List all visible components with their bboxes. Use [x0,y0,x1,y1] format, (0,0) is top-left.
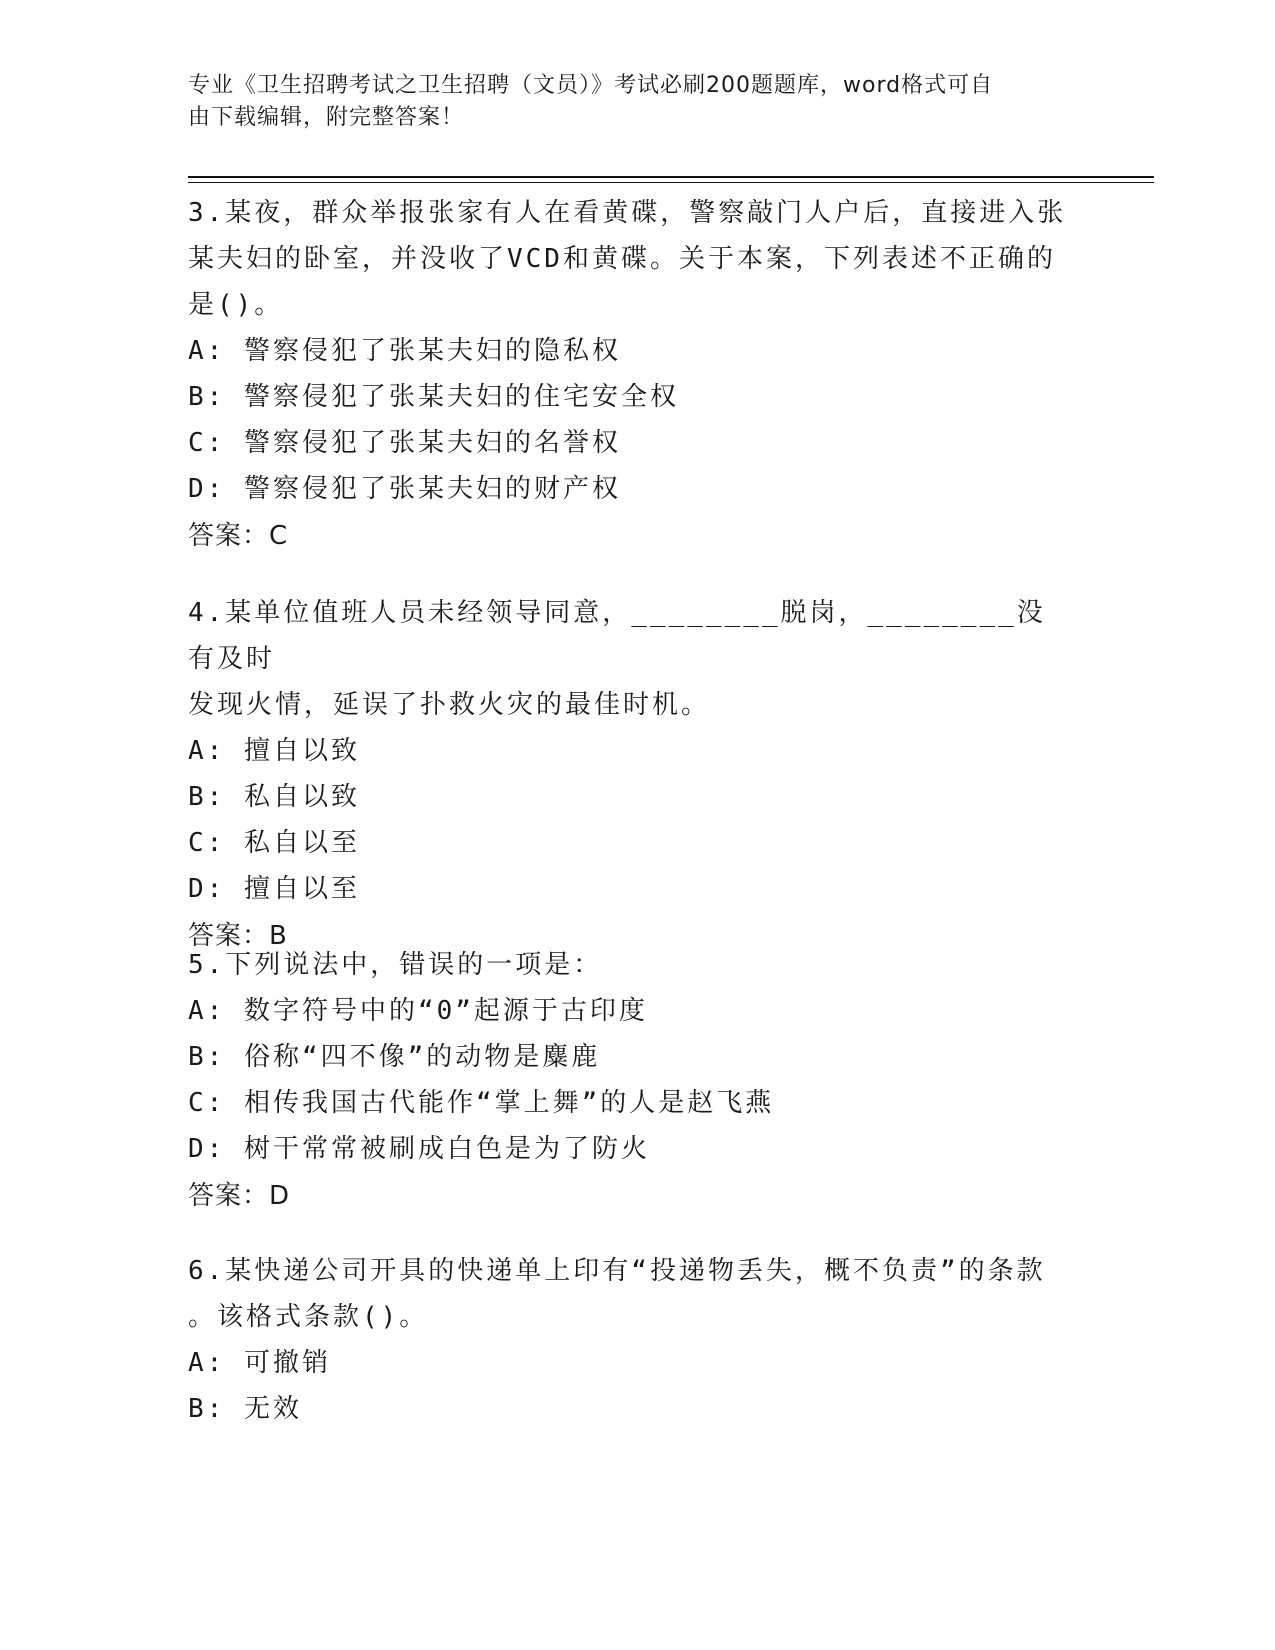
option-d: D: 警察侵犯了张某夫妇的财产权 [188,474,621,504]
question-stem-line: 3.某夜，群众举报张家有人在看黄碟，警察敲门人户后，直接进入张 [188,198,1067,228]
option-c: C: 警察侵犯了张某夫妇的名誉权 [188,428,621,458]
answer-line: 答案：D [188,1181,291,1211]
header-line-2: 由下载编辑，附完整答案！ [188,105,465,130]
question-stem-line: 。该格式条款()。 [188,1302,429,1332]
option-a: A: 可撤销 [188,1348,331,1378]
header-line-1: 专业《卫生招聘考试之卫生招聘（文员）》考试必刷200题题库，word格式可自 [188,73,994,98]
question-stem-line: 某夫妇的卧室，并没收了VCD和黄碟。关于本案，下列表述不正确的 [188,244,1056,274]
option-b: B: 无效 [188,1394,302,1424]
option-a: A: 擅自以致 [188,736,360,766]
header-rule-thick [188,176,1154,178]
question-stem-line: 是()。 [188,290,284,320]
question-4 [188,590,1068,960]
answer-line: 答案：B [188,921,288,951]
option-a: A: 数字符号中的“0”起源于古印度 [188,996,648,1026]
option-a: A: 警察侵犯了张某夫妇的隐私权 [188,336,621,366]
option-d: D: 树干常常被刷成白色是为了防火 [188,1134,650,1164]
option-c: C: 私自以至 [188,828,360,858]
question-6 [188,1248,1068,1432]
question-stem-line: 4.某单位值班人员未经领导同意，________脱岗，________没有及时 [188,598,1046,674]
option-b: B: 俗称“四不像”的动物是麋鹿 [188,1042,601,1072]
header-rule-thin [188,182,1154,183]
option-c: C: 相传我国古代能作“掌上舞”的人是赵飞燕 [188,1088,775,1118]
document-header [188,70,1068,134]
answer-line: 答案：C [188,521,289,551]
question-stem-line: 发现火情，延误了扑救火灾的最佳时机。 [188,690,711,720]
option-b: B: 私自以致 [188,782,360,812]
question-5 [188,942,1068,1220]
question-3 [188,190,1068,560]
option-b: B: 警察侵犯了张某夫妇的住宅安全权 [188,382,679,412]
question-stem-line: 5.下列说法中，错误的一项是： [188,950,603,980]
option-d: D: 擅自以至 [188,874,360,904]
question-stem-line: 6.某快递公司开具的快递单上印有“投递物丢失，概不负责”的条款 [188,1256,1046,1286]
